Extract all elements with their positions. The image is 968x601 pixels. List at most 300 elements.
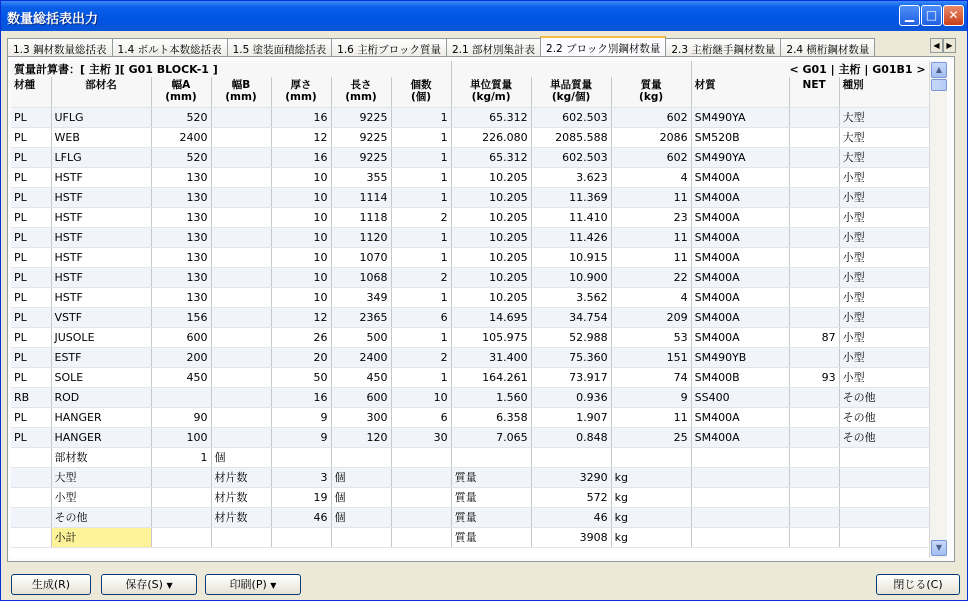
table-cell[interactable]: 質量 [451, 487, 531, 507]
tab-2-1[interactable]: 2.1 部材別集計表 [446, 38, 541, 56]
table-cell[interactable]: 1 [151, 447, 211, 467]
table-cell[interactable]: 52.988 [531, 327, 611, 347]
table-cell[interactable]: kg [611, 487, 691, 507]
table-cell[interactable] [451, 447, 531, 467]
table-row[interactable] [11, 387, 929, 407]
table-cell[interactable]: PL [11, 367, 51, 387]
table-cell[interactable]: 小型 [51, 487, 151, 507]
table-cell[interactable]: 10.205 [451, 227, 531, 247]
table-cell[interactable]: 300 [331, 407, 391, 427]
table-cell[interactable] [691, 527, 789, 547]
table-cell[interactable]: PL [11, 327, 51, 347]
table-cell[interactable] [789, 487, 839, 507]
table-cell[interactable] [331, 447, 391, 467]
table-cell[interactable]: 10 [271, 267, 331, 287]
table-cell[interactable]: 130 [151, 207, 211, 227]
table-cell[interactable]: 11.410 [531, 207, 611, 227]
table-cell[interactable]: 3.562 [531, 287, 611, 307]
data-grid[interactable] [11, 61, 929, 558]
table-cell[interactable]: SM400A [691, 167, 789, 187]
table-cell[interactable]: 151 [611, 347, 691, 367]
table-cell[interactable]: kg [611, 527, 691, 547]
table-cell[interactable]: 16 [271, 147, 331, 167]
table-cell[interactable]: 10 [271, 287, 331, 307]
table-cell[interactable] [789, 347, 839, 367]
table-cell[interactable] [839, 467, 929, 487]
table-cell[interactable]: 10 [271, 187, 331, 207]
table-cell[interactable] [271, 527, 331, 547]
table-cell[interactable] [391, 467, 451, 487]
table-cell[interactable]: 11 [611, 187, 691, 207]
table-cell[interactable] [789, 427, 839, 447]
table-cell[interactable] [789, 527, 839, 547]
table-cell[interactable]: 9 [271, 407, 331, 427]
table-cell[interactable]: 1120 [331, 227, 391, 247]
table-cell[interactable]: ESTF [51, 347, 151, 367]
table-cell[interactable]: SM400A [691, 267, 789, 287]
table-cell[interactable]: PL [11, 307, 51, 327]
table-cell[interactable]: 小型 [839, 347, 929, 367]
table-cell[interactable]: RB [11, 387, 51, 407]
table-cell[interactable]: HANGER [51, 407, 151, 427]
table-row[interactable] [11, 487, 929, 507]
table-cell[interactable]: 10.205 [451, 167, 531, 187]
table-cell[interactable] [211, 147, 271, 167]
table-cell[interactable]: 3290 [531, 467, 611, 487]
table-cell[interactable]: 1070 [331, 247, 391, 267]
table-cell[interactable] [211, 167, 271, 187]
table-cell[interactable]: SM400A [691, 307, 789, 327]
table-cell[interactable]: 130 [151, 287, 211, 307]
table-cell[interactable]: 1.907 [531, 407, 611, 427]
table-cell[interactable]: SM490YB [691, 347, 789, 367]
table-cell[interactable]: 1 [391, 367, 451, 387]
table-cell[interactable]: 9225 [331, 147, 391, 167]
tab-2-4[interactable]: 2.4 横桁鋼材数量 [780, 38, 875, 56]
table-cell[interactable]: 1 [391, 107, 451, 127]
table-cell[interactable]: 120 [331, 427, 391, 447]
table-cell[interactable]: 大型 [839, 127, 929, 147]
maximize-button[interactable]: □ [921, 5, 942, 26]
table-row[interactable] [11, 347, 929, 367]
table-row[interactable] [11, 127, 929, 147]
table-cell[interactable]: PL [11, 187, 51, 207]
vertical-scrollbar[interactable] [929, 61, 947, 558]
table-cell[interactable]: HSTF [51, 187, 151, 207]
table-cell[interactable] [211, 127, 271, 147]
table-cell[interactable]: 10.205 [451, 187, 531, 207]
table-cell[interactable] [11, 507, 51, 527]
table-cell[interactable]: 25 [611, 427, 691, 447]
table-cell[interactable]: 2 [391, 207, 451, 227]
table-cell[interactable] [211, 347, 271, 367]
table-cell[interactable]: 200 [151, 347, 211, 367]
table-cell[interactable]: 105.975 [451, 327, 531, 347]
scroll-down-icon[interactable]: ▼ [931, 540, 947, 556]
table-cell[interactable]: 小型 [839, 287, 929, 307]
table-cell[interactable]: 1 [391, 287, 451, 307]
table-cell[interactable]: 0.848 [531, 427, 611, 447]
table-cell[interactable] [839, 527, 929, 547]
table-cell[interactable] [789, 227, 839, 247]
table-cell[interactable]: 12 [271, 307, 331, 327]
table-cell[interactable]: 質量 [451, 507, 531, 527]
table-row[interactable] [11, 427, 929, 447]
table-cell[interactable]: 3908 [531, 527, 611, 547]
table-cell[interactable]: 10.205 [451, 207, 531, 227]
table-cell[interactable]: 572 [531, 487, 611, 507]
table-cell[interactable]: 16 [271, 107, 331, 127]
table-cell[interactable]: 602.503 [531, 147, 611, 167]
table-cell[interactable]: PL [11, 267, 51, 287]
table-cell[interactable]: 130 [151, 247, 211, 267]
table-cell[interactable]: 74 [611, 367, 691, 387]
table-cell[interactable]: その他 [51, 507, 151, 527]
table-cell[interactable]: 1 [391, 147, 451, 167]
table-cell[interactable]: 10 [271, 227, 331, 247]
table-row[interactable] [11, 247, 929, 267]
table-cell[interactable]: PL [11, 287, 51, 307]
table-row[interactable] [11, 167, 929, 187]
table-cell[interactable]: 34.754 [531, 307, 611, 327]
generate-button[interactable]: 生成(R) [11, 574, 91, 595]
table-cell[interactable]: 個 [331, 467, 391, 487]
table-cell[interactable]: 450 [331, 367, 391, 387]
table-cell[interactable]: 大型 [51, 467, 151, 487]
table-cell[interactable]: 130 [151, 187, 211, 207]
table-cell[interactable]: 9225 [331, 127, 391, 147]
table-cell[interactable]: 87 [789, 327, 839, 347]
table-cell[interactable]: 16 [271, 387, 331, 407]
save-button[interactable] [101, 574, 197, 595]
table-cell[interactable]: SOLE [51, 367, 151, 387]
table-cell[interactable] [691, 447, 789, 467]
table-cell[interactable]: 6 [391, 307, 451, 327]
table-cell[interactable]: PL [11, 427, 51, 447]
table-cell[interactable] [11, 447, 51, 467]
table-cell[interactable]: 部材数 [51, 447, 151, 467]
table-row[interactable] [11, 147, 929, 167]
table-cell[interactable]: 小型 [839, 267, 929, 287]
table-row[interactable] [11, 107, 929, 127]
table-cell[interactable]: 7.065 [451, 427, 531, 447]
table-cell[interactable]: PL [11, 407, 51, 427]
table-cell[interactable]: 6 [391, 407, 451, 427]
table-cell[interactable] [211, 387, 271, 407]
table-cell[interactable] [211, 367, 271, 387]
table-cell[interactable]: 520 [151, 107, 211, 127]
table-cell[interactable]: 小型 [839, 307, 929, 327]
table-cell[interactable]: 小型 [839, 227, 929, 247]
table-cell[interactable]: 2086 [611, 127, 691, 147]
table-cell[interactable]: 46 [271, 507, 331, 527]
table-cell[interactable]: 2 [391, 347, 451, 367]
tab-scroll-left-icon[interactable]: ◀ [930, 38, 943, 53]
table-cell[interactable]: SM520B [691, 127, 789, 147]
table-cell[interactable]: 材片数 [211, 507, 271, 527]
table-row[interactable] [11, 267, 929, 287]
table-cell[interactable]: 602.503 [531, 107, 611, 127]
table-cell[interactable]: SM400A [691, 247, 789, 267]
table-cell[interactable]: 65.312 [451, 147, 531, 167]
table-cell[interactable]: 164.261 [451, 367, 531, 387]
table-cell[interactable]: 602 [611, 147, 691, 167]
table-cell[interactable]: 小型 [839, 167, 929, 187]
table-cell[interactable]: 1 [391, 167, 451, 187]
table-cell[interactable] [211, 307, 271, 327]
table-cell[interactable]: 質量 [451, 527, 531, 547]
table-cell[interactable] [151, 467, 211, 487]
tab-2-2[interactable]: 2.2 ブロック別鋼材数量 [540, 36, 666, 56]
table-cell[interactable]: 12 [271, 127, 331, 147]
table-cell[interactable]: 10 [391, 387, 451, 407]
table-cell[interactable]: SS400 [691, 387, 789, 407]
table-cell[interactable]: SM400A [691, 287, 789, 307]
table-cell[interactable]: HSTF [51, 267, 151, 287]
table-cell[interactable]: 75.360 [531, 347, 611, 367]
table-cell[interactable]: 大型 [839, 107, 929, 127]
table-cell[interactable]: HSTF [51, 287, 151, 307]
tab-1-6[interactable]: 1.6 主桁ブロック質量 [331, 38, 447, 56]
table-cell[interactable]: JUSOLE [51, 327, 151, 347]
table-cell[interactable]: 355 [331, 167, 391, 187]
table-row[interactable] [11, 367, 929, 387]
table-cell[interactable]: 1 [391, 227, 451, 247]
table-cell[interactable] [839, 447, 929, 467]
table-cell[interactable]: その他 [839, 407, 929, 427]
table-cell[interactable]: SM400B [691, 367, 789, 387]
table-cell[interactable]: 20 [271, 347, 331, 367]
table-row[interactable] [11, 507, 929, 527]
table-cell[interactable] [839, 487, 929, 507]
table-cell[interactable]: PL [11, 247, 51, 267]
table-cell[interactable]: 209 [611, 307, 691, 327]
table-cell[interactable]: 130 [151, 267, 211, 287]
table-cell[interactable]: 1 [391, 127, 451, 147]
table-cell[interactable] [11, 487, 51, 507]
table-cell[interactable]: 1 [391, 327, 451, 347]
block-nav[interactable]: < G01 | 主桁 | G01B1 > [691, 61, 929, 77]
table-cell[interactable]: 4 [611, 287, 691, 307]
table-row[interactable] [11, 327, 929, 347]
table-cell[interactable] [789, 467, 839, 487]
table-cell[interactable] [211, 427, 271, 447]
table-cell[interactable] [211, 287, 271, 307]
table-cell[interactable]: 2085.588 [531, 127, 611, 147]
scroll-thumb[interactable] [931, 79, 947, 91]
table-cell[interactable] [211, 227, 271, 247]
table-cell[interactable]: 22 [611, 267, 691, 287]
table-cell[interactable] [531, 447, 611, 467]
table-cell[interactable] [789, 127, 839, 147]
table-cell[interactable]: 450 [151, 367, 211, 387]
table-cell[interactable]: 23 [611, 207, 691, 227]
table-cell[interactable] [391, 447, 451, 467]
table-cell[interactable] [789, 267, 839, 287]
table-cell[interactable] [211, 527, 271, 547]
print-button[interactable] [205, 574, 301, 595]
table-cell[interactable]: 30 [391, 427, 451, 447]
table-cell[interactable]: 10.205 [451, 287, 531, 307]
table-cell[interactable] [789, 107, 839, 127]
table-cell[interactable]: UFLG [51, 107, 151, 127]
table-cell[interactable]: 2 [391, 267, 451, 287]
table-row[interactable] [11, 307, 929, 327]
table-cell[interactable]: 2365 [331, 307, 391, 327]
tab-scroll-right-icon[interactable]: ▶ [943, 38, 956, 53]
table-cell[interactable]: HSTF [51, 247, 151, 267]
table-cell[interactable] [211, 407, 271, 427]
table-row[interactable] [11, 227, 929, 247]
table-cell[interactable]: 31.400 [451, 347, 531, 367]
table-cell[interactable] [211, 207, 271, 227]
table-cell[interactable]: ROD [51, 387, 151, 407]
table-cell[interactable]: 53 [611, 327, 691, 347]
table-cell[interactable]: 小型 [839, 207, 929, 227]
table-cell[interactable]: 602 [611, 107, 691, 127]
table-cell[interactable] [839, 507, 929, 527]
table-cell[interactable]: 4 [611, 167, 691, 187]
table-cell[interactable]: 3 [271, 467, 331, 487]
table-cell[interactable] [391, 507, 451, 527]
table-cell[interactable]: 46 [531, 507, 611, 527]
table-cell[interactable] [391, 487, 451, 507]
table-cell[interactable] [211, 107, 271, 127]
table-cell[interactable] [789, 447, 839, 467]
table-cell[interactable]: PL [11, 147, 51, 167]
table-cell[interactable]: 質量 [451, 467, 531, 487]
table-cell[interactable]: 大型 [839, 147, 929, 167]
table-cell[interactable]: kg [611, 507, 691, 527]
table-cell[interactable] [271, 447, 331, 467]
table-cell[interactable]: 10.205 [451, 247, 531, 267]
table-cell[interactable]: HANGER [51, 427, 151, 447]
table-cell[interactable]: SM400A [691, 407, 789, 427]
table-cell[interactable]: 1.560 [451, 387, 531, 407]
table-cell[interactable]: HSTF [51, 207, 151, 227]
table-cell[interactable]: SM490YA [691, 107, 789, 127]
table-cell[interactable] [789, 387, 839, 407]
table-cell[interactable]: SM400A [691, 187, 789, 207]
table-cell[interactable] [789, 247, 839, 267]
table-cell[interactable]: 349 [331, 287, 391, 307]
table-cell[interactable]: 10 [271, 167, 331, 187]
table-cell[interactable]: 材片数 [211, 487, 271, 507]
table-cell[interactable]: HSTF [51, 227, 151, 247]
table-cell[interactable]: 11 [611, 247, 691, 267]
table-cell[interactable]: 93 [789, 367, 839, 387]
table-cell[interactable] [789, 187, 839, 207]
table-cell[interactable] [11, 527, 51, 547]
table-row[interactable] [11, 287, 929, 307]
scroll-up-icon[interactable]: ▲ [931, 62, 947, 78]
table-cell[interactable]: 10.205 [451, 267, 531, 287]
table-cell[interactable]: 19 [271, 487, 331, 507]
table-cell[interactable]: 10 [271, 247, 331, 267]
table-cell[interactable] [691, 487, 789, 507]
table-cell[interactable]: PL [11, 127, 51, 147]
minimize-button[interactable]: ▁ [899, 5, 920, 26]
table-cell[interactable]: その他 [839, 387, 929, 407]
table-cell[interactable]: PL [11, 207, 51, 227]
table-cell[interactable]: 6.358 [451, 407, 531, 427]
tab-1-5[interactable]: 1.5 塗装面積総括表 [227, 38, 333, 56]
table-cell[interactable]: その他 [839, 427, 929, 447]
table-row[interactable] [11, 527, 929, 547]
table-cell[interactable] [211, 327, 271, 347]
table-cell[interactable]: 520 [151, 147, 211, 167]
tab-2-3[interactable]: 2.3 主桁継手鋼材数量 [665, 38, 781, 56]
table-cell[interactable]: 小型 [839, 187, 929, 207]
table-cell[interactable] [11, 467, 51, 487]
table-cell[interactable] [211, 247, 271, 267]
table-cell[interactable]: 130 [151, 227, 211, 247]
close-button[interactable]: 閉じる(C) [876, 574, 960, 595]
table-cell[interactable]: 26 [271, 327, 331, 347]
table-cell[interactable]: kg [611, 467, 691, 487]
table-cell[interactable]: 9225 [331, 107, 391, 127]
table-cell[interactable]: 9 [611, 387, 691, 407]
table-cell[interactable]: LFLG [51, 147, 151, 167]
table-cell[interactable]: 0.936 [531, 387, 611, 407]
table-cell[interactable] [789, 287, 839, 307]
table-cell[interactable] [151, 487, 211, 507]
table-cell[interactable]: HSTF [51, 167, 151, 187]
table-cell[interactable] [151, 387, 211, 407]
table-cell[interactable]: 個 [211, 447, 271, 467]
table-cell[interactable]: 73.917 [531, 367, 611, 387]
table-cell[interactable]: 2400 [151, 127, 211, 147]
table-cell[interactable] [391, 527, 451, 547]
table-cell[interactable]: 材片数 [211, 467, 271, 487]
table-cell[interactable]: SM400A [691, 327, 789, 347]
table-cell[interactable]: 小型 [839, 327, 929, 347]
table-cell[interactable] [789, 407, 839, 427]
table-cell[interactable]: 1 [391, 187, 451, 207]
table-cell[interactable]: 小型 [839, 367, 929, 387]
table-cell[interactable]: 3.623 [531, 167, 611, 187]
table-cell[interactable]: 1068 [331, 267, 391, 287]
table-cell[interactable]: WEB [51, 127, 151, 147]
table-row[interactable] [11, 207, 929, 227]
table-cell[interactable]: 10 [271, 207, 331, 227]
table-cell[interactable] [211, 187, 271, 207]
table-cell[interactable]: PL [11, 227, 51, 247]
table-cell[interactable]: 1114 [331, 187, 391, 207]
table-cell[interactable] [331, 527, 391, 547]
table-cell[interactable] [789, 307, 839, 327]
table-row[interactable] [11, 467, 929, 487]
table-cell[interactable]: 50 [271, 367, 331, 387]
table-cell[interactable]: PL [11, 347, 51, 367]
tab-1-4[interactable]: 1.4 ボルト本数総括表 [112, 38, 228, 56]
table-row[interactable] [11, 407, 929, 427]
table-cell[interactable] [789, 507, 839, 527]
table-cell[interactable]: 600 [331, 387, 391, 407]
table-cell[interactable]: PL [11, 167, 51, 187]
table-cell[interactable]: PL [11, 107, 51, 127]
table-cell[interactable]: 11 [611, 227, 691, 247]
table-cell[interactable]: SM400A [691, 227, 789, 247]
table-cell[interactable]: SM400A [691, 427, 789, 447]
table-cell[interactable] [611, 447, 691, 467]
table-cell[interactable]: 156 [151, 307, 211, 327]
table-cell[interactable]: 10.900 [531, 267, 611, 287]
table-cell[interactable]: 90 [151, 407, 211, 427]
table-row[interactable] [11, 447, 929, 467]
table-cell[interactable] [691, 507, 789, 527]
table-cell[interactable] [151, 527, 211, 547]
